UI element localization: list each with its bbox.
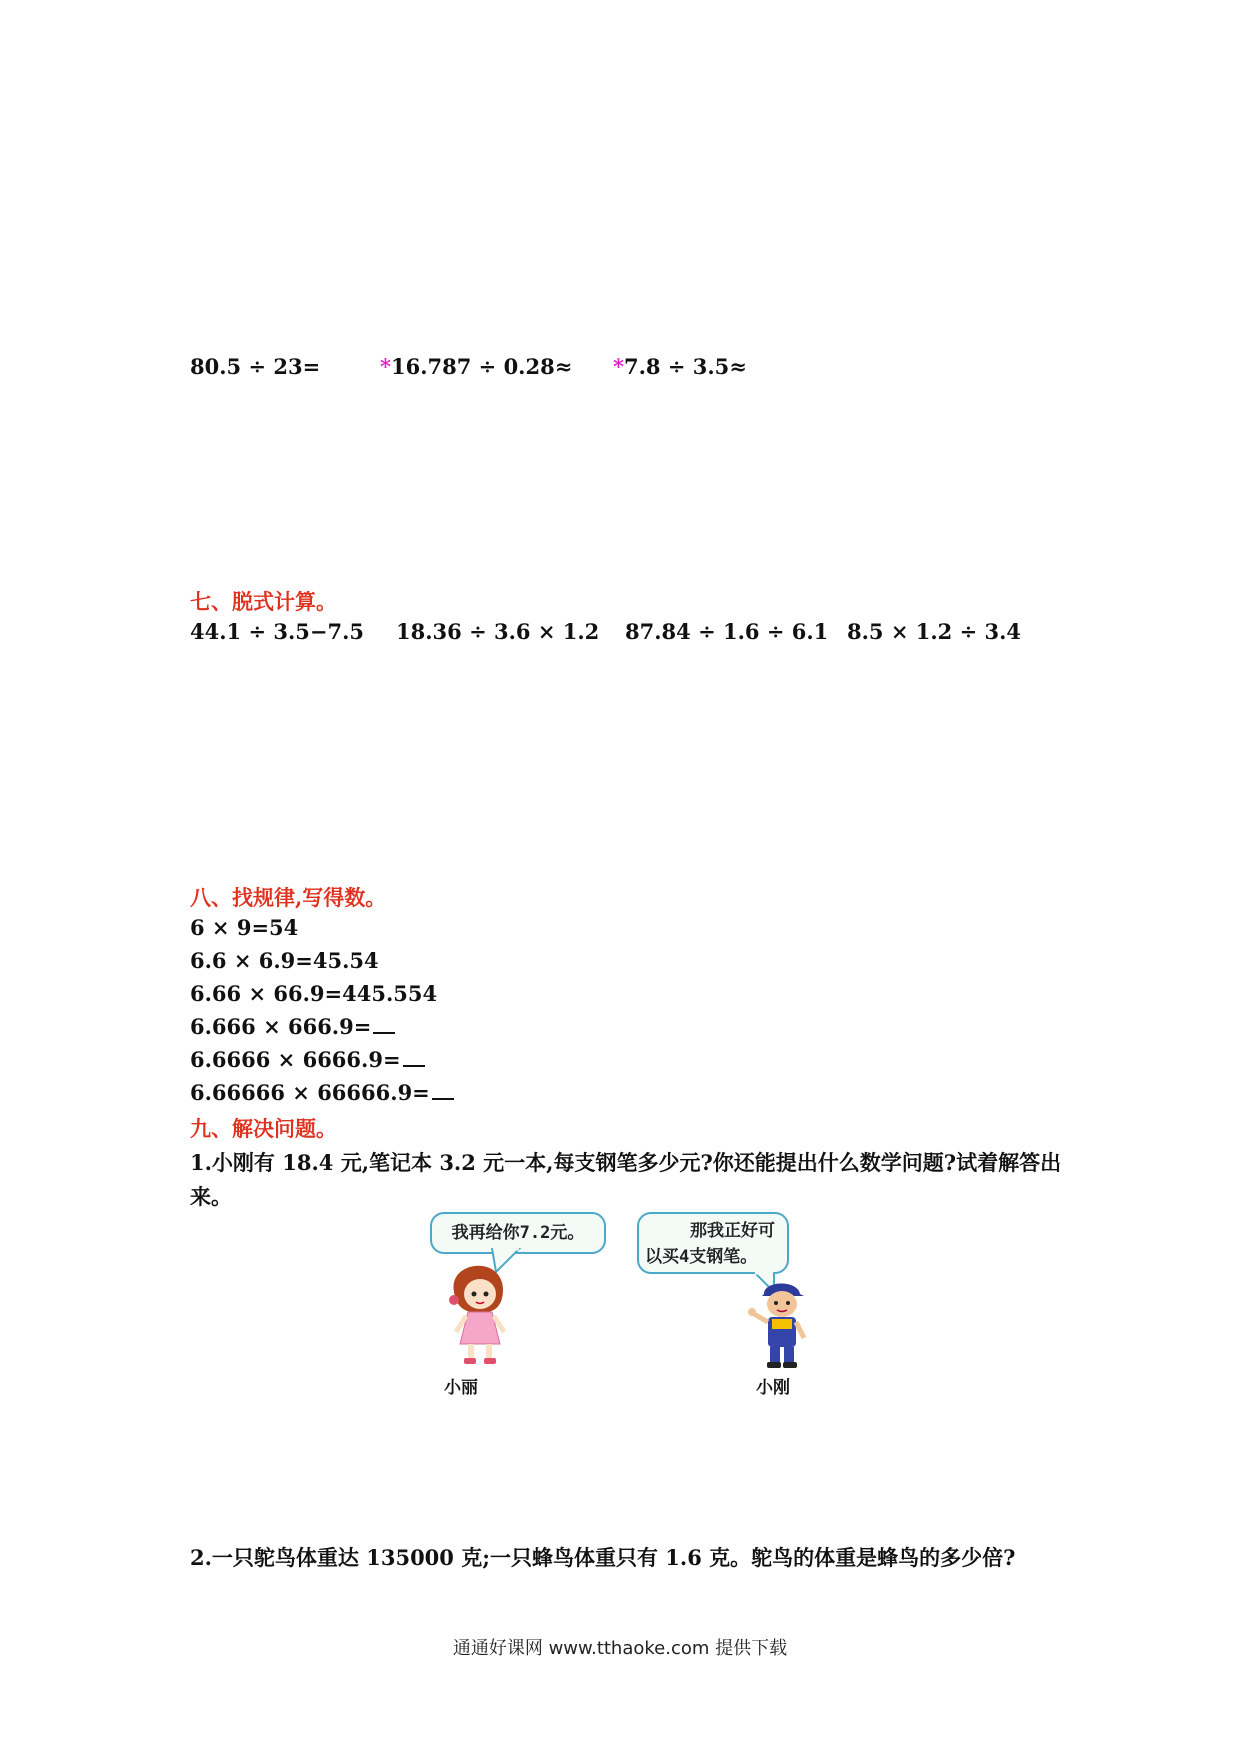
pattern-line-6-text: 6.66666 × 66666.9=	[190, 1080, 430, 1105]
pattern-line-5-text: 6.6666 × 6666.9=	[190, 1047, 401, 1072]
section9-title: 九、解决问题。	[190, 1116, 337, 1141]
section7-title: 七、脱式计算。	[190, 589, 337, 614]
section7-item-4: 8.5 × 1.2 ÷ 3.4	[847, 619, 1022, 644]
problem2-text: 2.一只鸵鸟体重达 135000 克;一只蜂鸟体重只有 1.6 克。鸵鸟的体重是蜂鸟的多少倍?	[190, 1545, 1016, 1570]
section7-item-1: 44.1 ÷ 3.5−7.5	[190, 619, 365, 644]
speech-bubble-right-line2: 以买4支钢笔。	[645, 1247, 758, 1267]
boy-illustration	[742, 1272, 822, 1372]
speech-bubble-right-line1: 那我正好可	[690, 1221, 775, 1241]
calc-q2-text: 16.787 ÷ 0.28≈	[390, 354, 573, 379]
pattern-line-1: 6 × 9=54	[190, 915, 299, 940]
problem1-text-cont: 来。	[190, 1184, 232, 1209]
pattern-line-3: 6.66 × 66.9=445.554	[190, 981, 438, 1006]
speech-bubble-right	[637, 1212, 789, 1274]
calc-q2	[380, 354, 572, 379]
section8-title: 八、找规律,写得数。	[190, 885, 387, 910]
footer-source: 通通好课网 www.tthaoke.com 提供下载	[452, 1638, 788, 1659]
pattern-line-5	[190, 1047, 425, 1072]
problem1-text: 1.小刚有 18.4 元,笔记本 3.2 元一本,每支钢笔多少元?你还能提出什么数学问题?试着解答出	[190, 1150, 1062, 1175]
pattern-line-2: 6.6 × 6.9=45.54	[190, 948, 379, 973]
section7-item-3: 87.84 ÷ 1.6 ÷ 6.1	[625, 619, 829, 644]
calc-q1: 80.5 ÷ 23=	[190, 354, 321, 379]
answer-blank[interactable]	[432, 1080, 454, 1100]
calc-q3-text: 7.8 ÷ 3.5≈	[623, 354, 747, 379]
answer-blank[interactable]	[373, 1014, 395, 1034]
answer-blank[interactable]	[403, 1047, 425, 1067]
pattern-line-4-text: 6.666 × 666.9=	[190, 1014, 372, 1039]
star-mark: *	[380, 354, 391, 379]
girl-illustration	[440, 1262, 520, 1372]
name-label-left: 小丽	[444, 1378, 478, 1398]
star-mark: *	[613, 354, 624, 379]
pattern-line-4	[190, 1014, 395, 1039]
section7-item-2: 18.36 ÷ 3.6 × 1.2	[396, 619, 600, 644]
calc-q3	[613, 354, 747, 379]
pattern-line-6	[190, 1080, 454, 1105]
name-label-right: 小刚	[756, 1378, 790, 1398]
speech-bubble-left-text: 我再给你7.2元。	[451, 1223, 585, 1243]
